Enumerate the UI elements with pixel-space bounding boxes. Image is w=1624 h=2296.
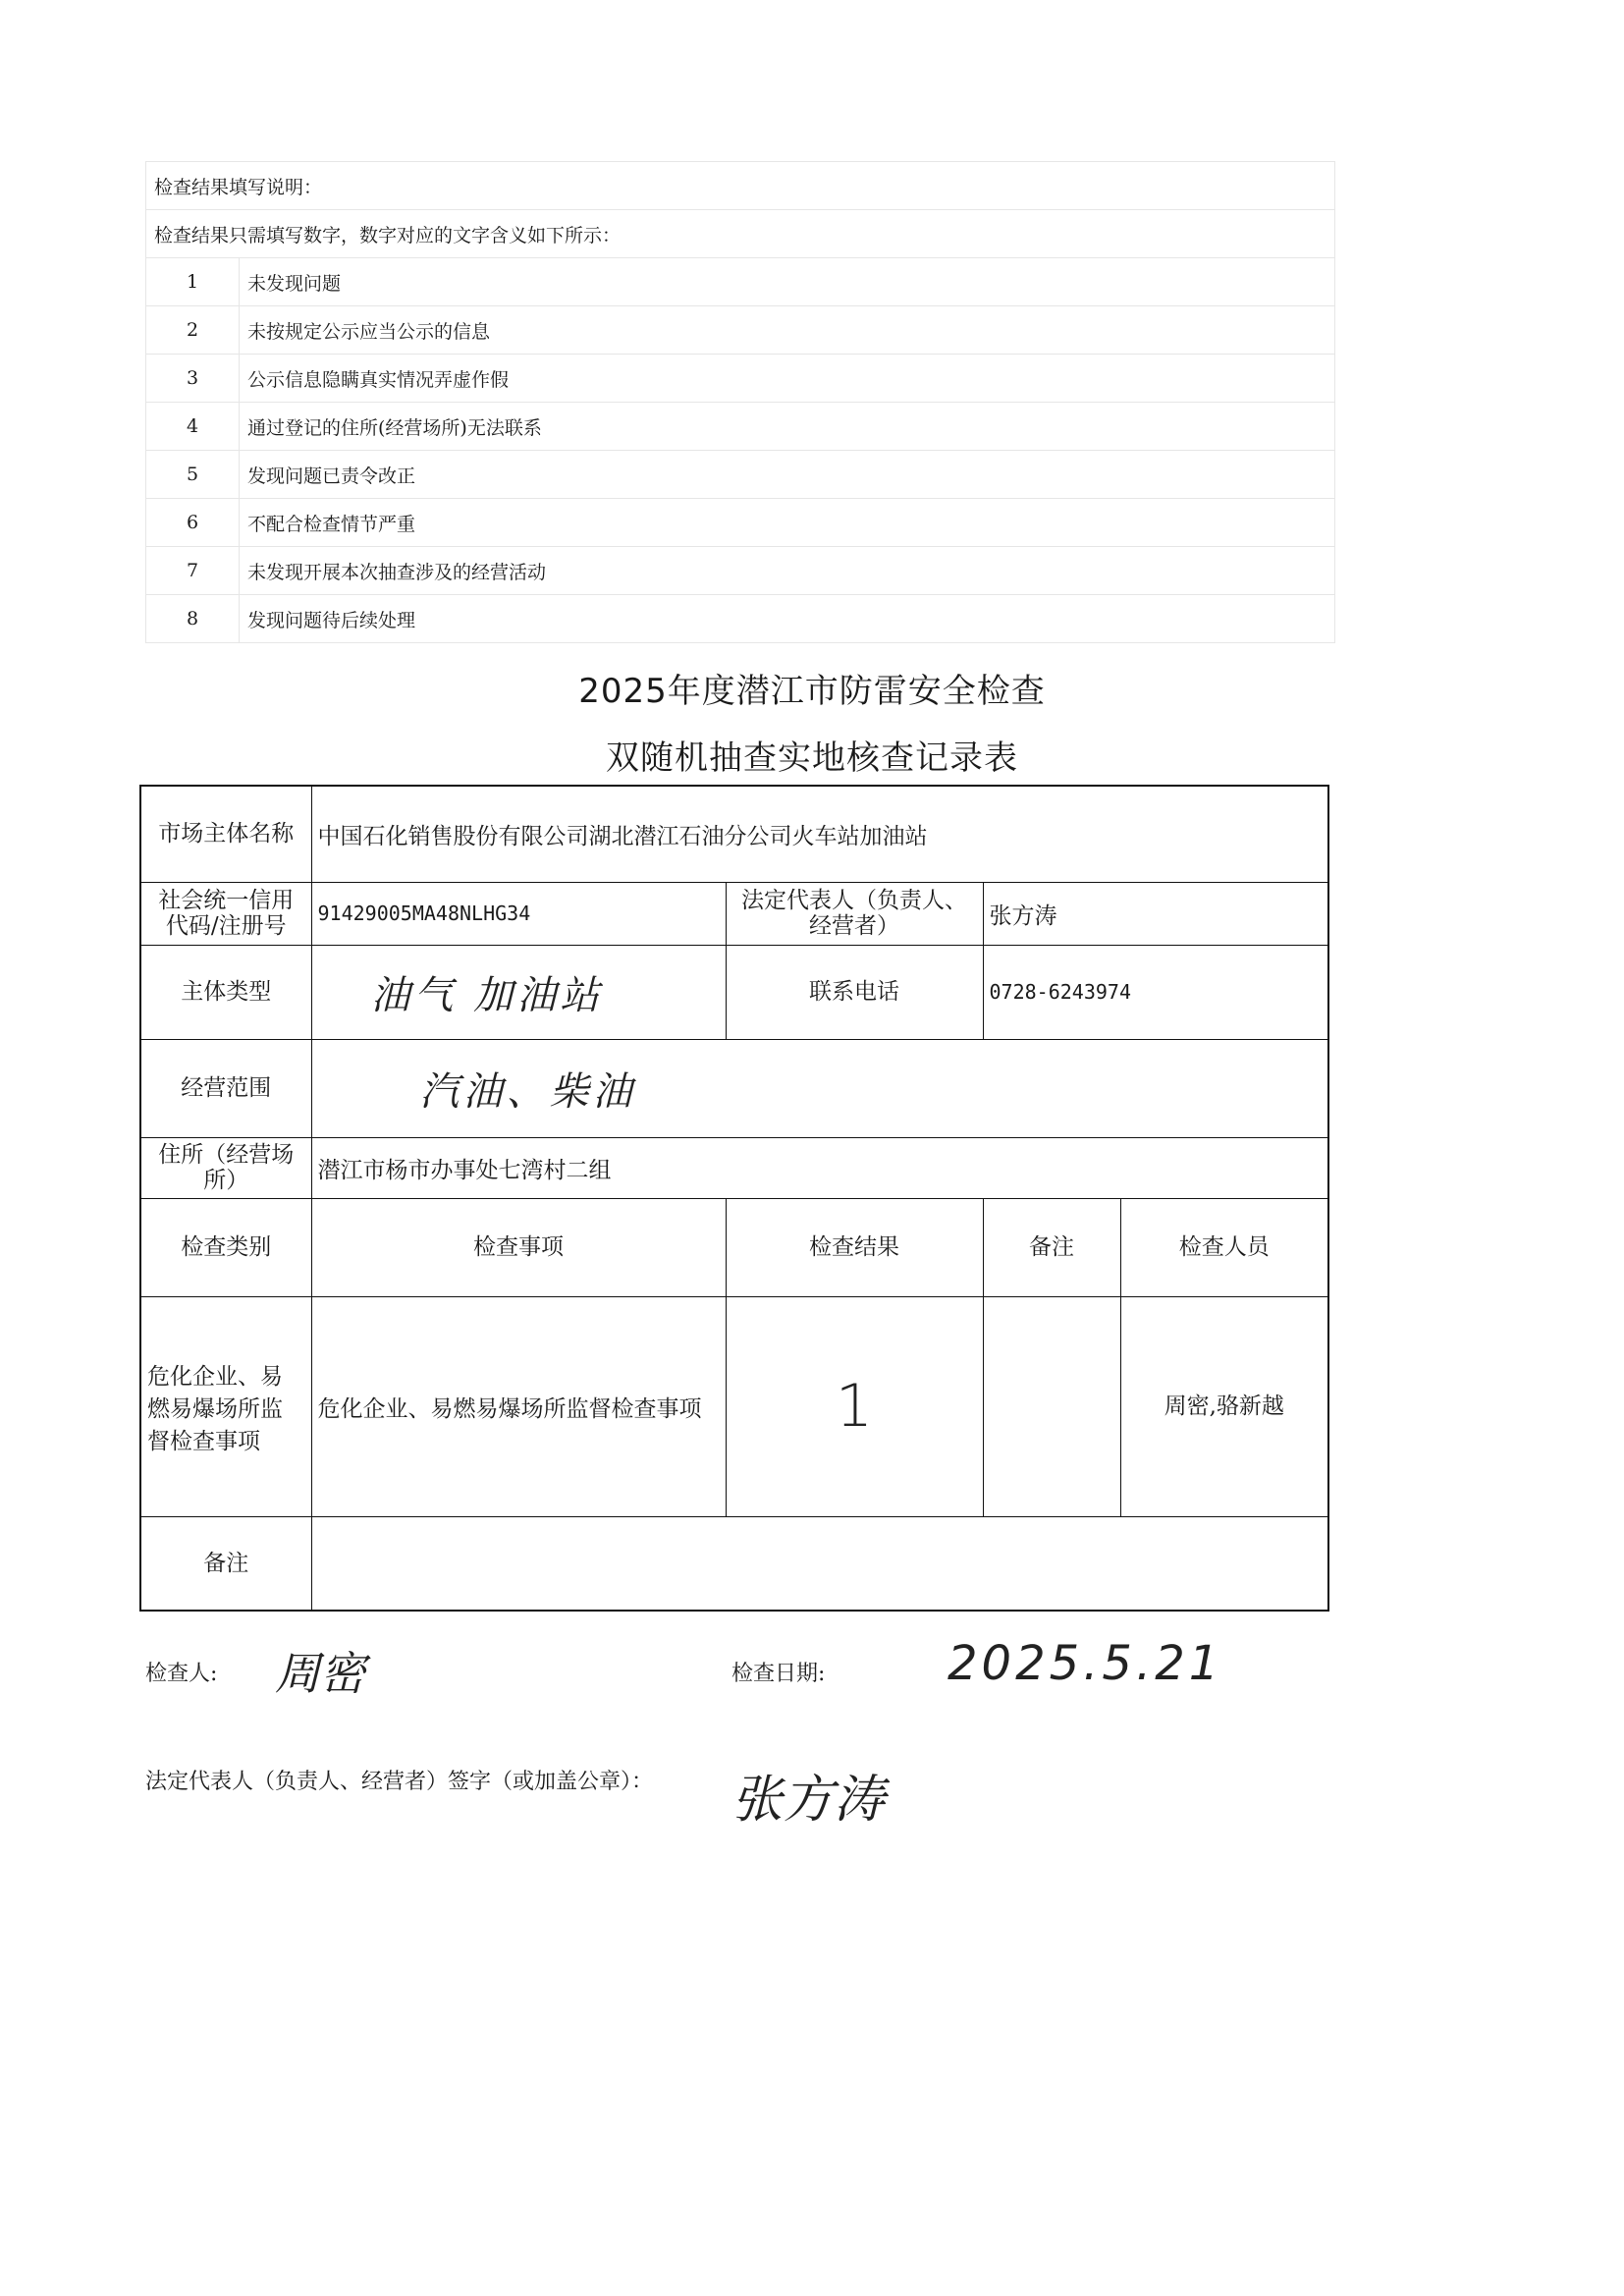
result-handwritten: 1 [835,1372,874,1441]
entity-name-label: 市场主体名称 [140,786,311,882]
notes-value [311,1516,1328,1611]
credit-code-label: 社会统一信用代码/注册号 [140,882,311,945]
code-number: 5 [146,451,240,499]
instructions-heading: 检查结果填写说明： [146,162,1335,210]
inspection-date-handwritten: 2025.5.21 [947,1636,1223,1691]
code-number: 6 [146,499,240,547]
inspection-date-label: 检查日期: [731,1662,826,1686]
item-cell: 危化企业、易燃易爆场所监督检查事项 [311,1296,726,1516]
code-number: 8 [146,595,240,643]
address-value: 潜江市杨市办事处七湾村二组 [311,1137,1328,1198]
code-number: 3 [146,355,240,403]
code-row [146,595,1335,643]
code-text: 发现问题待后续处理 [240,595,1335,643]
code-number: 2 [146,306,240,355]
inspectors-cell: 周密,骆新越 [1120,1296,1328,1516]
code-text: 未按规定公示应当公示的信息 [240,306,1335,355]
code-row [146,403,1335,451]
instructions-table [145,161,1335,643]
inspector-label: 检查人: [145,1662,218,1686]
inspector-signature: 周密 [275,1647,365,1700]
remark-cell [983,1296,1120,1516]
code-number: 1 [146,258,240,306]
notes-label: 备注 [140,1516,311,1611]
instructions-intro: 检查结果只需填写数字，数字对应的文字含义如下所示： [146,210,1335,258]
category-cell: 危化企业、易燃易爆场所监督检查事项 [140,1296,311,1516]
code-row [146,306,1335,355]
document-title: 2025年度潜江市防雷安全检查 [578,672,1046,711]
code-row [146,355,1335,403]
header-inspectors: 检查人员 [1120,1198,1328,1296]
code-text: 不配合检查情节严重 [240,499,1335,547]
address-label: 住所（经营场所） [140,1137,311,1198]
document-subtitle: 双随机抽查实地核查记录表 [606,738,1018,778]
code-number: 4 [146,403,240,451]
code-text: 未发现开展本次抽查涉及的经营活动 [240,547,1335,595]
header-remark: 备注 [983,1198,1120,1296]
result-cell [726,1296,983,1516]
phone-value: 0728-6243974 [983,945,1328,1039]
legal-rep-label: 法定代表人（负责人、经营者） [726,882,983,945]
code-text: 未发现问题 [240,258,1335,306]
business-scope-label: 经营范围 [140,1039,311,1137]
code-text: 通过登记的住所(经营场所)无法联系 [240,403,1335,451]
credit-code-value: 91429005MA48NLHG34 [311,882,726,945]
code-row [146,499,1335,547]
entity-name-value: 中国石化销售股份有限公司湖北潜江石油分公司火车站加油站 [311,786,1328,882]
entity-type-handwritten: 油气 加油站 [311,945,726,1039]
code-number: 7 [146,547,240,595]
legal-rep-value: 张方涛 [983,882,1328,945]
code-row [146,451,1335,499]
code-text: 发现问题已责令改正 [240,451,1335,499]
code-text: 公示信息隐瞒真实情况弄虚作假 [240,355,1335,403]
legal-rep-signature-label: 法定代表人（负责人、经营者）签字（或加盖公章）： [145,1770,654,1794]
code-row [146,258,1335,306]
header-result: 检查结果 [726,1198,983,1296]
phone-label: 联系电话 [726,945,983,1039]
inspection-record-form [139,785,1329,1612]
code-row [146,547,1335,595]
legal-rep-signature: 张方涛 [731,1771,886,1830]
header-category: 检查类别 [140,1198,311,1296]
business-scope-handwritten: 汽油、柴油 [311,1039,1328,1137]
header-item: 检查事项 [311,1198,726,1296]
entity-type-label: 主体类型 [140,945,311,1039]
